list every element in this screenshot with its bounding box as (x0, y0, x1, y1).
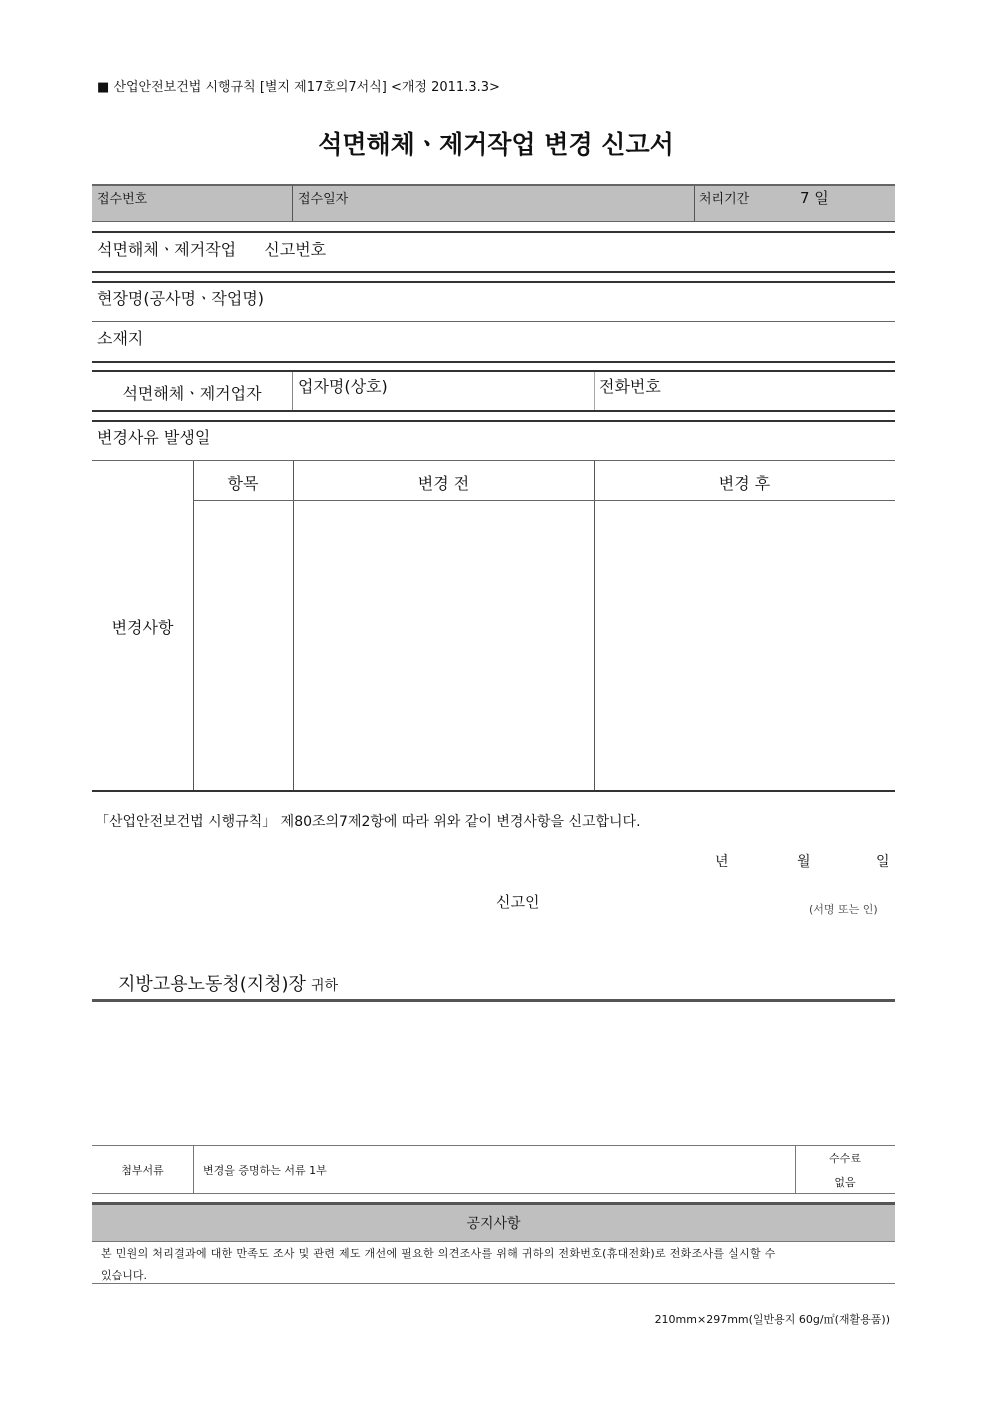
receipt-date-label: 접수일자 (298, 192, 349, 207)
notice-line-1: 본 민원의 처리결과에 대한 만족도 조사 및 관련 제도 개선에 필요한 의견조사를 위해 귀하의 전화번호(휴대전화)로 전화조사를 실시할 수 (101, 1247, 776, 1260)
report-number-label (97, 237, 326, 260)
change-date-label: 변경사유 발생일 (97, 428, 211, 447)
addressee-office: 지방고용노동청(지청)장 (118, 974, 306, 995)
changes-header-before: 변경 전 (417, 474, 470, 493)
attachments-label: 첨부서류 (121, 1164, 164, 1177)
form-reference-text: 산업안전보건법 시행규칙 [별지 제17호의7서식] <개정 2011.3.3> (113, 80, 500, 95)
receipt-section (92, 184, 895, 222)
changes-after-field[interactable] (595, 502, 894, 790)
square-mark-icon: ■ (97, 80, 110, 95)
fee-label: 수수료 (829, 1152, 861, 1165)
form-reference (97, 76, 500, 95)
declaration-statement: 「산업안전보건법 시행규칙」 제80조의7제2항에 따라 위와 같이 변경사항을 신고합니다. (95, 814, 641, 830)
signature-hint: (서명 또는 인) (809, 903, 878, 916)
changes-before-field[interactable] (294, 502, 593, 790)
reporter-label: 신고인 (496, 893, 540, 911)
phone-label: 전화번호 (599, 377, 661, 396)
notice-title: 공지사항 (466, 1216, 521, 1232)
changes-header-after: 변경 후 (718, 474, 771, 493)
company-name-label: 업자명(상호) (298, 377, 388, 396)
year-label: 년 (715, 854, 729, 870)
addressee-honorific: 귀하 (311, 978, 339, 994)
processing-period-label: 처리기간 (699, 192, 750, 207)
attachments-value: 변경을 증명하는 서류 1부 (203, 1164, 327, 1177)
paper-spec: 210mm×297mm(일반용지 60g/㎡(재활용품)) (654, 1313, 890, 1326)
report-number-label-sub: 신고번호 (264, 240, 327, 259)
addressee (118, 970, 338, 996)
processing-period-value: 7 일 (800, 189, 829, 207)
location-label: 소재지 (97, 329, 144, 348)
page-title: 석면해체ㆍ제거작업 변경 신고서 (318, 130, 674, 159)
report-number-label-main: 석면해체ㆍ제거작업 (97, 240, 237, 259)
month-label: 월 (797, 854, 811, 870)
changes-item-field[interactable] (194, 502, 292, 790)
changes-header-item: 항목 (227, 474, 259, 493)
site-name-label: 현장명(공사명ㆍ작업명) (97, 289, 265, 308)
contractor-label: 석면해체ㆍ제거업자 (122, 384, 262, 403)
receipt-number-label: 접수번호 (97, 192, 148, 207)
fee-value: 없음 (834, 1176, 856, 1189)
notice-line-2: 있습니다. (101, 1269, 148, 1282)
changes-row-label: 변경사항 (111, 618, 174, 637)
day-label: 일 (876, 854, 890, 870)
